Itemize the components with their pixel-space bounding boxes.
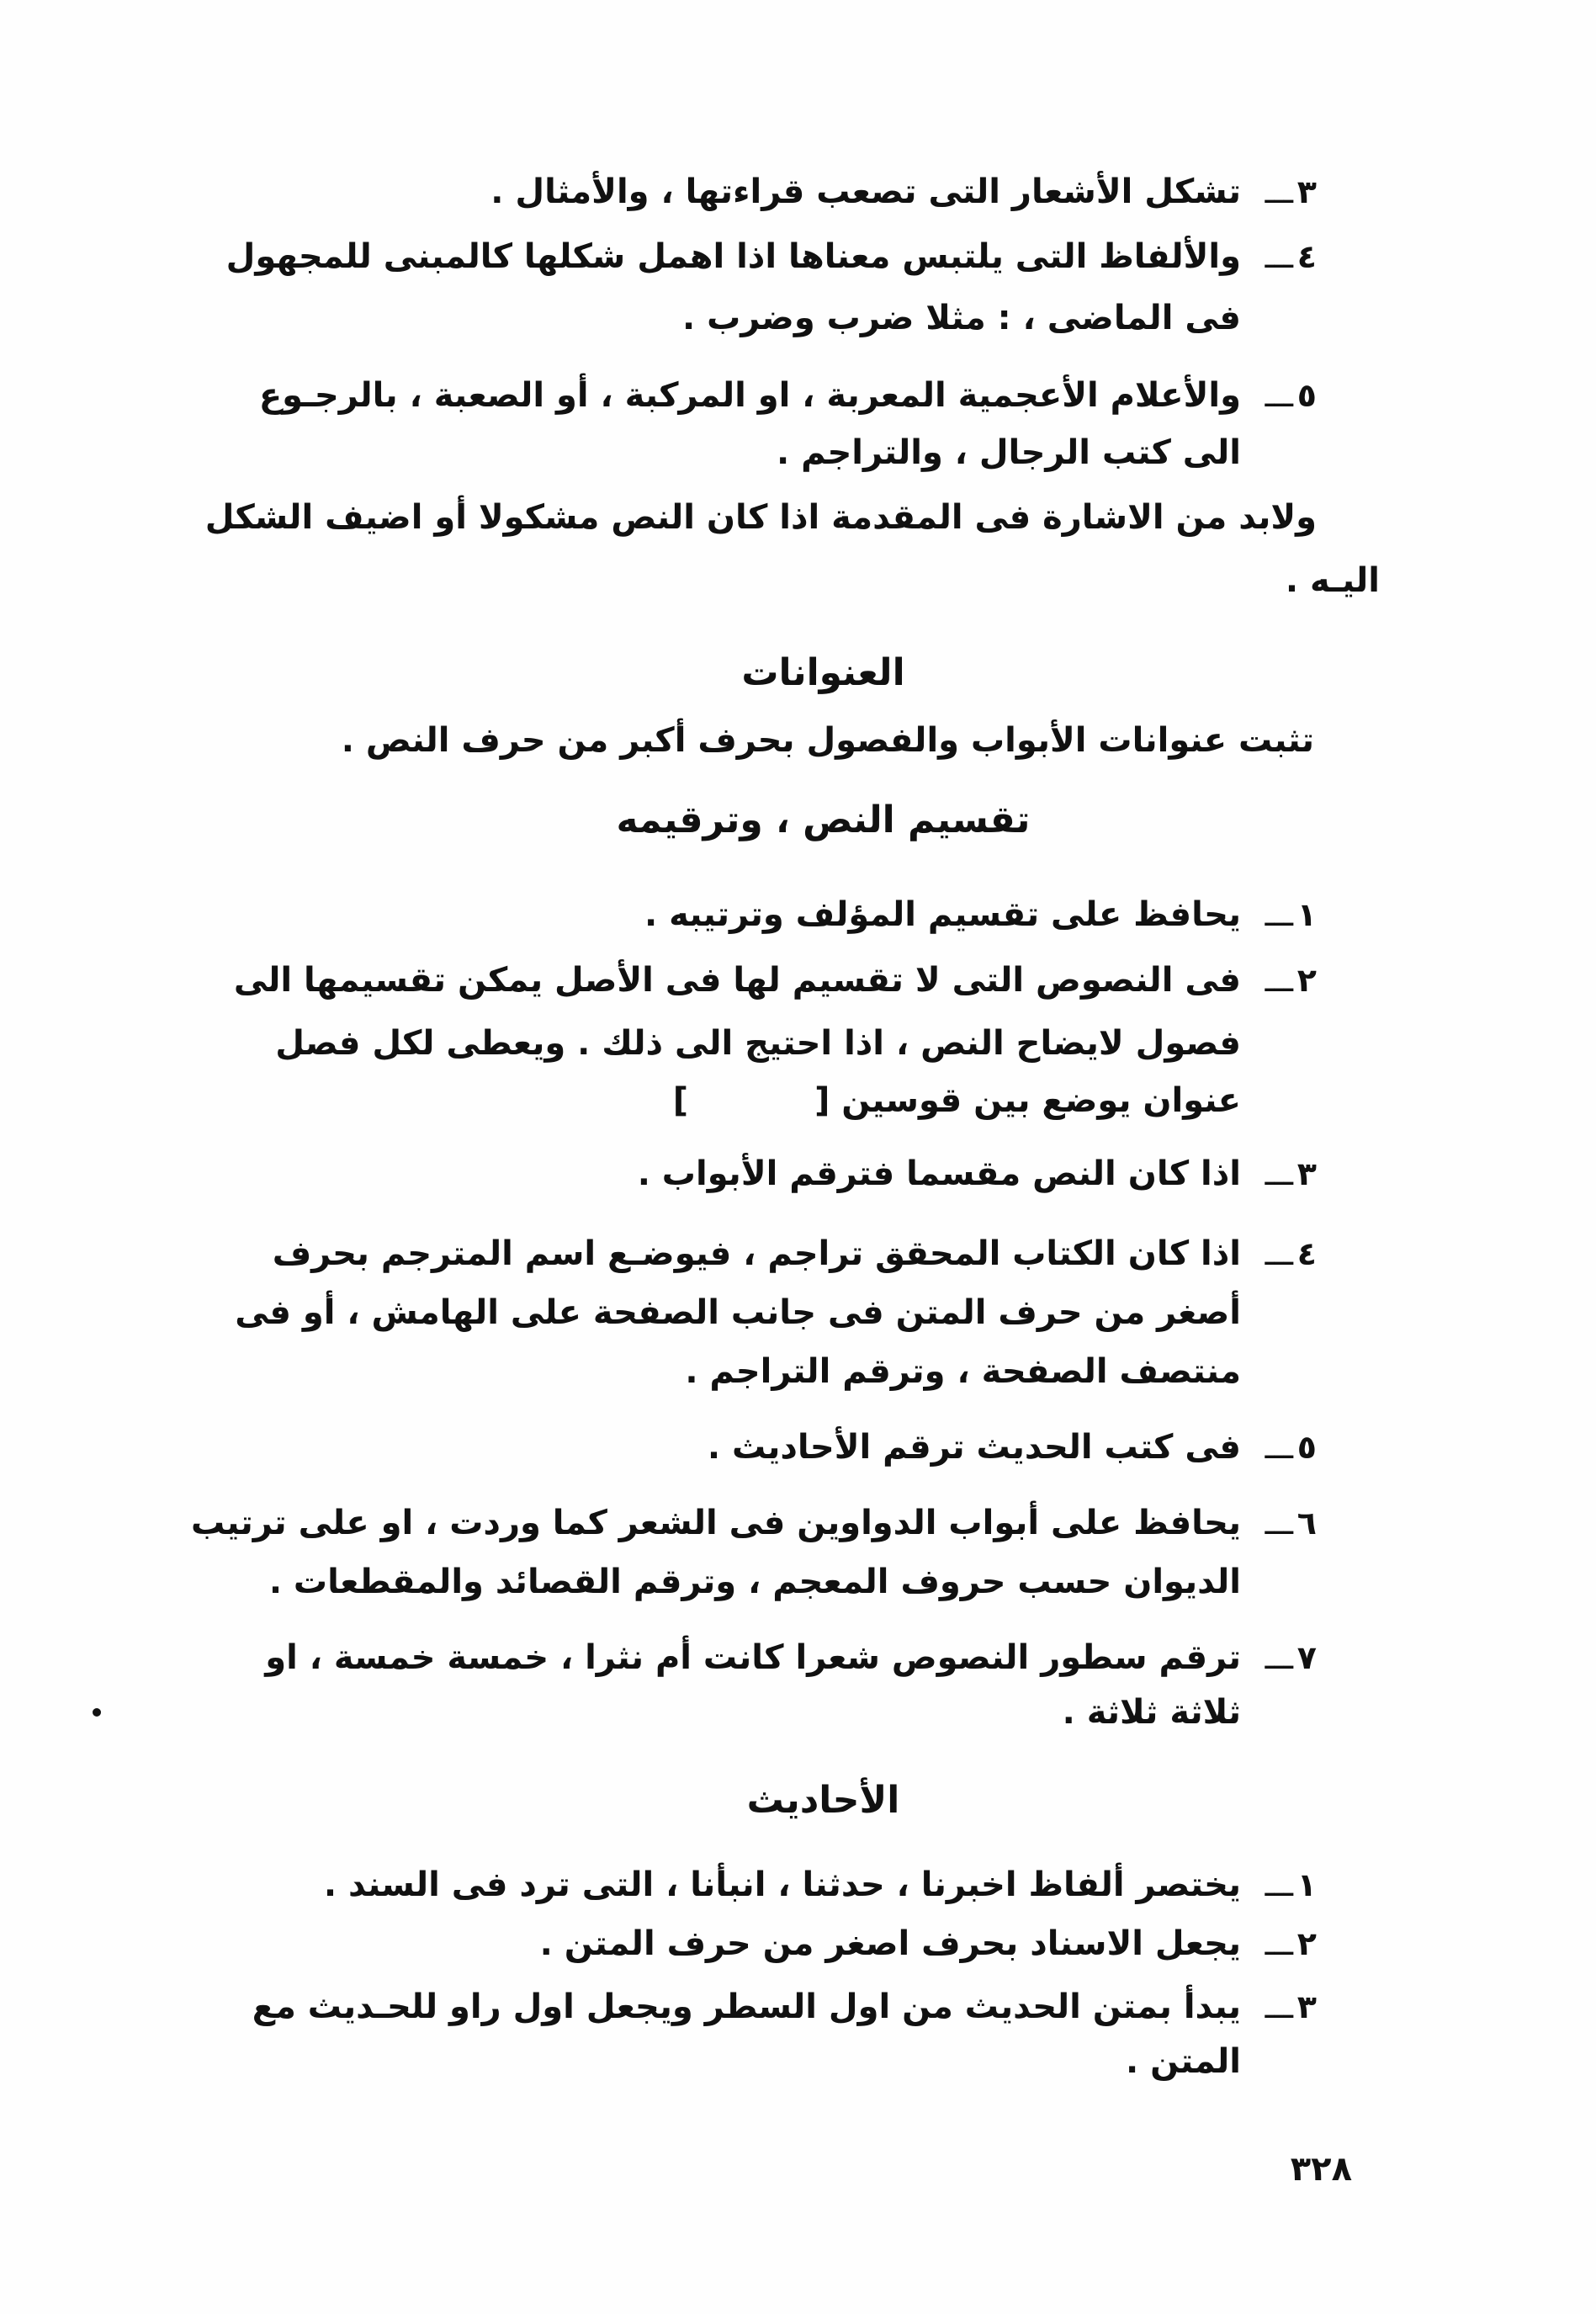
list-dash: ـــ [1265,377,1293,414]
list-item-continuation: الديوان حسب حروف المعجم ، وترقم القصائد والمقطعات . [268,1563,1241,1601]
list-dash: ـــ [1265,1639,1293,1676]
list-number: ٧ [1296,1639,1317,1676]
list-item-text: يبدأ بمتن الحديث من اول السطر ويجعل اول راو للحـديث مع [252,1988,1241,2026]
list-dash: ـــ [1265,1429,1293,1466]
list-item-continuation: ثلاثة ثلاثة . [1062,1693,1241,1732]
list-dash: ـــ [1265,1925,1293,1962]
section-heading: تقسيم النص ، وترقيمه [616,799,1031,841]
list-dash: ـــ [1265,1505,1293,1542]
list-number: ٣ [1296,173,1317,210]
list-item-text: والألفاظ التى يلتبس معناها اذا اهمل شكلها كالمبنى للمجهول [225,237,1241,276]
list-number: ١ [1296,1866,1317,1903]
page-number: ٣٢٨ [1290,2150,1352,2189]
list-item-continuation [673,1077,1241,1124]
list-dash: ـــ [1265,896,1293,933]
list-item-continuation: أصغر من حرف المتن فى جانب الصفحة على الهامش ، أو فى [235,1293,1241,1332]
list-item-continuation: فصول لايضاح النص ، اذا احتيج الى ذلك . ويعطى لكل فصل [275,1024,1241,1063]
list-dash: ـــ [1265,1155,1293,1192]
list-number: ٤ [1296,238,1317,275]
list-item-text: اذا كان النص مقسما فترقم الأبواب . [637,1154,1241,1193]
bracket-close: ] [672,1081,689,1120]
list-item-text: ترقم سطور النصوص شعرا كانت أم نثرا ، خمسة خمسة ، او [265,1638,1241,1677]
list-dash: ـــ [1265,962,1293,999]
list-number: ٣ [1296,1988,1317,2025]
section-body: تثبت عنوانات الأبواب والفصول بحرف أكبر من حرف النص . [341,721,1314,760]
list-item-text: يحافظ على تقسيم المؤلف وترتيبه . [644,895,1241,934]
list-number: ٥ [1296,377,1317,414]
list-number: ٢ [1296,962,1317,999]
list-item-continuation: المتن . [1126,2042,1241,2081]
list-item-text: اذا كان الكتاب المحقق تراجم ، فيوضـع اسم المترجم بحرف [272,1234,1241,1273]
list-item-text: يحافظ على أبواب الدواوين فى الشعر كما وردت ، او على ترتيب [191,1504,1241,1542]
bracket-text: عنوان يوضع بين قوسين [ [814,1081,1241,1120]
note-paragraph-line: ولابد من الاشارة فى المقدمة اذا كان النص مشكولا أو اضيف الشكل [204,498,1317,537]
list-number: ٤ [1296,1235,1317,1272]
list-dash: ـــ [1265,1988,1293,2025]
note-paragraph-line: اليـه . [1285,561,1380,600]
section-heading: العنوانات [741,651,905,694]
list-item-continuation: منتصف الصفحة ، وترقم التراجم . [685,1352,1241,1391]
section-heading: الأحاديث [746,1779,900,1822]
list-item-text: فى كتب الحديث ترقم الأحاديث . [707,1428,1241,1467]
list-item-text: والأعلام الأعجمية المعربة ، او المركبة ، أو الصعبة ، بالرجـوع [258,376,1241,415]
scan-speck [93,1708,101,1717]
list-dash: ـــ [1265,173,1293,210]
list-item-continuation: الى كتب الرجال ، والتراجم . [776,433,1241,472]
list-number: ٥ [1296,1429,1317,1466]
list-item-text: فى النصوص التى لا تقسيم لها فى الأصل يمكن تقسيمها الى [233,961,1241,1000]
list-item-text: يجعل الاسناد بحرف اصغر من حرف المتن . [539,1924,1241,1963]
list-item-continuation: فى الماضى ، : مثلا ضرب وضرب . [681,299,1241,337]
list-dash: ـــ [1265,238,1293,275]
list-number: ٢ [1296,1925,1317,1962]
list-number: ٣ [1296,1155,1317,1192]
list-item-text: يختصر ألفاظ اخبرنا ، حدثنا ، انبأنا ، التى ترد فى السند . [323,1866,1241,1904]
list-number: ٦ [1296,1505,1317,1542]
list-dash: ـــ [1265,1866,1293,1903]
list-dash: ـــ [1265,1235,1293,1272]
list-number: ١ [1296,896,1317,933]
list-item-text: تشكل الأشعار التى تصعب قراءتها ، والأمثال . [490,172,1241,211]
